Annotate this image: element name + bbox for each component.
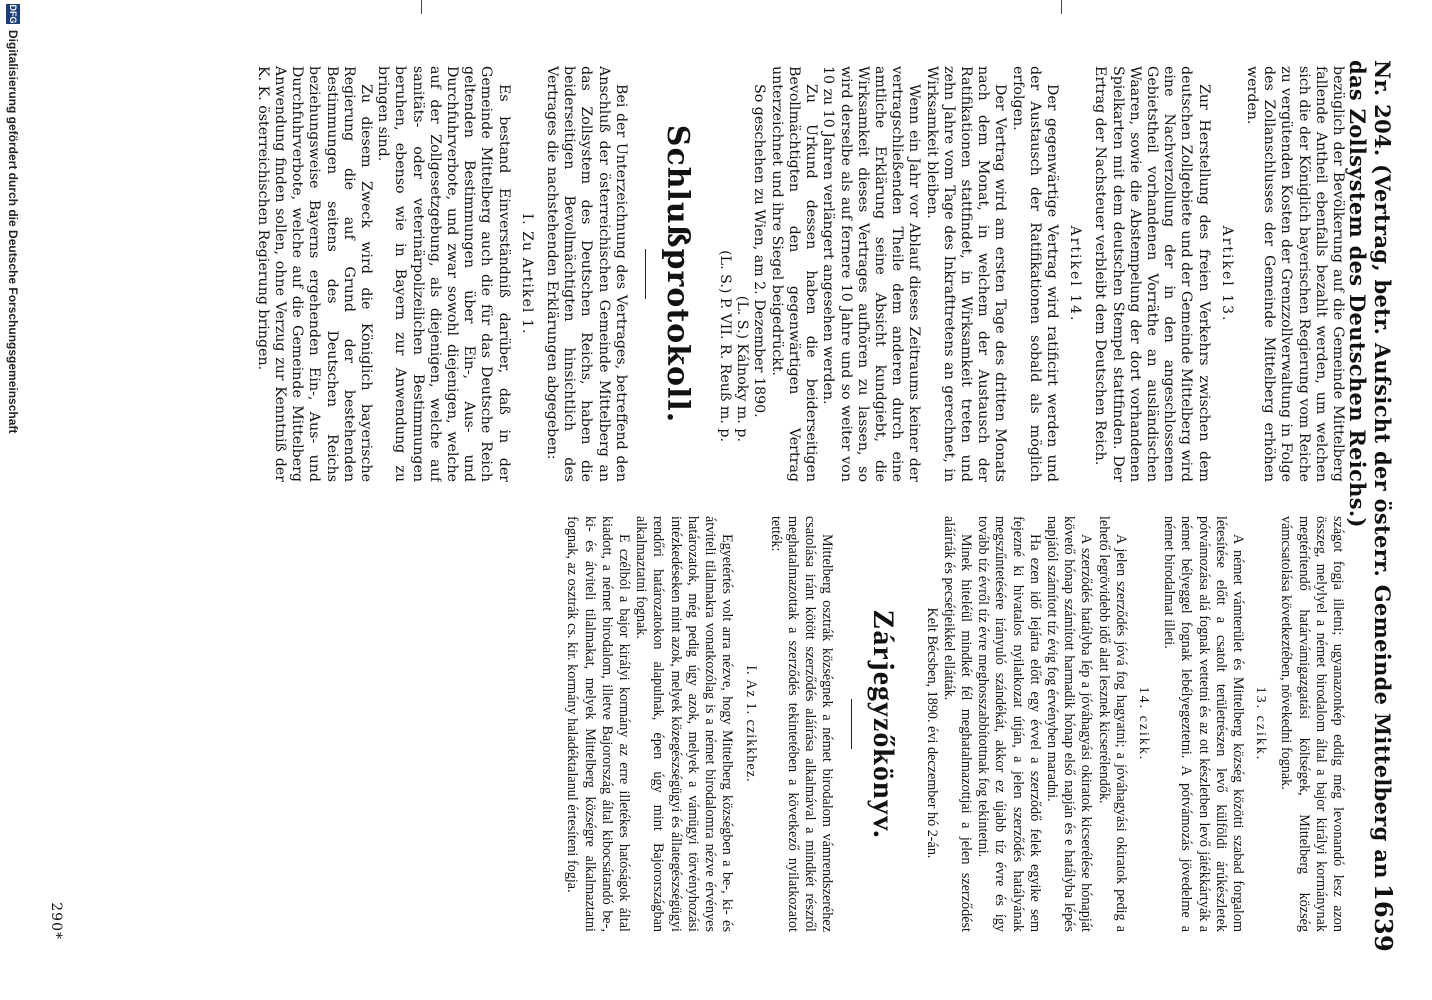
hungarian-article-14-title: 14. czikk. bbox=[1135, 686, 1151, 762]
german-article-13-title: Artikel 13. bbox=[1218, 225, 1235, 323]
german-protocol-title: Schlußprotokoll. bbox=[659, 124, 695, 424]
german-article-14-p2: Der Vertrag wird am ersten Tage des dritten Monats nach dem Monat, in welchem der Austausch der Ratifikationen stattfindet, in Wirksamkeit treten und zehn Jahre vom Tage des Inkrafttretens an gerechnet, in Wirksamkeit bleiben. bbox=[923, 66, 1009, 482]
hungarian-protocol-title: Zárjegyzőkönyv. bbox=[867, 609, 901, 839]
page-number: 1639 bbox=[1369, 884, 1398, 952]
german-protocol-intro: Bei der Unterzeichnung des Vertrages, betreffend den Anschluß der österreichischen Gemeinde Mittelberg an das Zollsystem des Deutschen Reichs, haben die beiderseitigen Bevollmächtigten hinsichtlich des Vertrages die nachstehenden Erklärungen abgegeben: bbox=[544, 66, 629, 482]
german-article-14-title: Artikel 14. bbox=[1067, 225, 1084, 323]
digitization-footer bbox=[0, 0, 26, 1000]
hungarian-protocol-subheading: I. Az 1. czikkhez. bbox=[742, 665, 759, 783]
hungarian-article-13-text: A német vámterület és Mittelberg község közötti szabad forgalom létesítése előtt a csatolt területrészen levő külföldi árúkészletek pótvámozása alá fognak vettetni és az ott készletben levő játékkártyák a német bélyeggel fognak lebélyegeztetni. A pótvámozás jövedelme a német birodalmat illeti. bbox=[1161, 516, 1246, 932]
hungarian-witness-clause: Minek hiteléül mindkét fél meghatalmazottjai a jelen szerződést aláírták és pecsétjeikkel ellátták. bbox=[940, 516, 974, 932]
german-article-14-p3: Wenn ein Jahr vor Ablauf dieses Zeitraums keiner der vertragschließenden Theile dem anderen durch eine amtliche Erklärung seine Absicht kundgiebt, die Wirksamkeit dieses Vertrages aufhören zu lassen, so wird derselbe als auf fernere 10 Jahre und so weiter von 10 zu 10 Jahren verlängert angesehen werden. bbox=[820, 66, 923, 482]
german-protocol-p1: Es bestand Einverständniß darüber, daß in der Gemeinde Mittelberg auch die für das Deutsche Reich geltenden Bestimmungen über Ein-, Aus- und Durchfuhrverbote, und zwar sowohl diejenigen, welche auf der Zollgesetzgebung, als diejenigen, welche auf sanitäts- oder veterinärpolizeilichen Bestimmungen beruhen, ebenso wie in Bayern zur Anwendung zu bringen sind. bbox=[375, 66, 512, 482]
german-article-14-p1: Der gegenwärtige Vertrag wird ratificirt werden und der Austausch der Ratifikationen sobald als möglich erfolgen. bbox=[1009, 66, 1060, 482]
hungarian-article-13-title: 13. czikk. bbox=[1253, 686, 1269, 762]
page-header bbox=[1345, 60, 1398, 952]
hungarian-protocol-p2: E czélból a bajor királyi kormány az erre illetékes hatóságok által kiadott, a német birodalom, illetve Bajorország által kibocsátandó be-, ki- és átviteli tilalmakat, melyek Mittelberg községre alkalmaztatni fognak, az osztrák cs. kir. kormány haladéktalanul értesíteni fogja. bbox=[564, 516, 633, 932]
german-article-13-text: Zur Herstellung des freien Verkehrs zwischen dem deutschen Zollgebiete und der Gemeinde Mittelberg wird eine Nachverzollung der in den angeschlossenen Gebietstheil vorhandenen Vorräthe an ausländischen Waaren, sowie die Abstempelung der dort vorhandenen Spielkarten mit dem deutschen Stempel stattfinden. Der Ertrag der Nachsteuer verbleibt dem Deutschen Reich. bbox=[1092, 66, 1212, 482]
german-done-at: So geschehen zu Wien, am 2. Dezember 1890. bbox=[751, 84, 768, 418]
header-title: Nr. 204. (Vertrag, betr. Aufsicht der österr. Gemeinde Mittelberg an das Zollsystem des Deutschen Reichs.) bbox=[1345, 60, 1395, 879]
fold-mark bbox=[1061, 0, 1062, 14]
german-protocol-subheading: I. Zu Artikel 1. bbox=[518, 213, 535, 335]
hungarian-column bbox=[120, 516, 1346, 932]
title-divider bbox=[851, 699, 852, 749]
german-column bbox=[120, 66, 1346, 482]
page-mark: 290* bbox=[48, 902, 64, 940]
hungarian-intro: szágot fogja illetni; ugyanazonkép eddig még levonandó lesz azon összeg, melylyel a német birodalom által a bajor királyi kormánynak megtérítendő határvámigazgatási költségek, Mittelberg község vámcsatolása következtében, növekedni fognak. bbox=[1278, 516, 1346, 932]
hungarian-done-at: Kelt Bécsben, 1890. évi deczember hó 2-án. bbox=[923, 607, 940, 859]
title-divider bbox=[645, 249, 646, 299]
hungarian-protocol-p1: Egyetértés volt arra nézve, hogy Mittelberg községben a be-, ki- és átviteli tilalmakra vonatkozólag is a német birodalomra nézve érvényes határozatok, még pedig úgy azok, melyek a vámügyi törvényhozási intézkedéseken mint azok, melyek közegészségügyi és állategészségügyi rendőri határozatokon alapulnak, épen úgy mint Bajorországban alkalmaztatni fognak. bbox=[633, 516, 736, 932]
german-intro: bezüglich der Bevölkerung auf die Gemeinde Mittelberg fallende Antheil ebenfalls bezahlt werden, um welchen sich die der Königlich bayerischen Regierung vom Reiche zu vergütenden Kosten der Grenzzollverwaltung in Folge des Zollanschlusses der Gemeinde Mittelberg erhöhen werden. bbox=[1243, 66, 1346, 482]
hungarian-protocol-intro: Mittelberg osztrák községnek a német birodalom vámrendszeréhez csatolása iránt kötött szerződés aláírása alkalmával a mindkét részről meghatalmazottak a szerződés tekintetében a következő nyilatkozatot tették: bbox=[767, 516, 836, 932]
signature-reuss: (L. S.) P. VII. R. Reuß m. p. bbox=[717, 250, 734, 442]
hungarian-article-14-p3: Ha ezen idő lejárta előtt egy évvel a szerződő felek egyike sem fejezné ki hivatalos nyilatkozat útján, a jelen szerződés hatályának megszűntetésére irányuló szándékát, akkor ez újabb tíz évre és így tovább tíz évről tíz évre meghosszabbítottnak fog tekintetni. bbox=[975, 516, 1043, 932]
hungarian-article-14-p2: A szerződés hatályba lép a jóváhagyási okiratok kicserélése hónapját követő hónap számított harmadik hónap első napján és e hatályba lépés napjától számított tíz évig fog érvényben maradni. bbox=[1043, 516, 1095, 932]
dfg-logo-icon: DFG bbox=[8, 4, 18, 24]
digitization-note: Digitalisierung gefördert durch die Deutsche Forschungsgemeinschaft bbox=[6, 30, 20, 434]
german-witness-clause: Zu Urkund dessen haben die beiderseitigen Bevollmächtigten den gegenwärtigen Vertrag unterzeichnet und ihre Siegel beigedrückt. bbox=[768, 66, 820, 482]
hungarian-article-14-p1: A jelen szerződés jóvá fog hagyatni; a jóváhagyási okiratok pedig a lehető legrövidebb idő alatt lesznek kicserélendők. bbox=[1095, 516, 1129, 932]
fold-mark bbox=[421, 0, 422, 14]
signature-kalnoky: (L. S.) Kálnoky m. p. bbox=[734, 295, 751, 442]
german-protocol-p2: Zu diesem Zweck wird die Königlich bayerische Regierung die auf Grund der bestehenden Bestimmungen seitens des Deutschen Reichs beziehungsweise Bayerns ergehenden Ein-, Aus- und Durchfuhrverbote, welche auf die Gemeinde Mittelberg Anwendung finden sollen, ohne Verzug zur Kenntniß der K. K. österreichischen Regierung bringen. bbox=[254, 66, 375, 482]
